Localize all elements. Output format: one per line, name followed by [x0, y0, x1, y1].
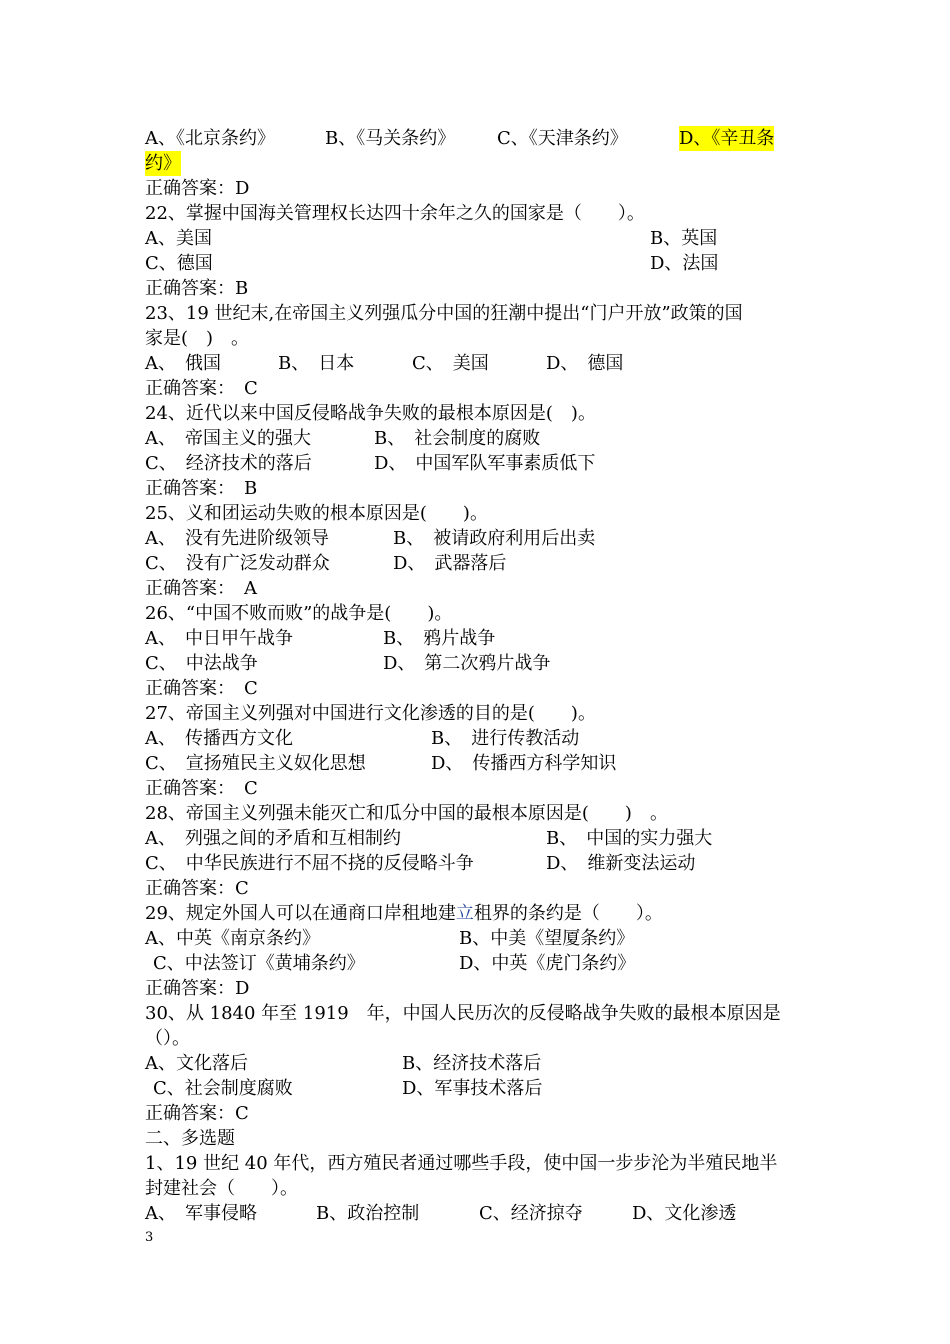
- q28-answer: 正确答案：C: [145, 878, 249, 899]
- q27-option-b: B、 进行传教活动: [431, 728, 580, 749]
- q22-option-c: C、德国: [145, 253, 213, 274]
- q22-option-a: A、美国: [145, 228, 212, 249]
- q24-option-d: D、 中国军队军事素质低下: [374, 453, 596, 474]
- q24-option-c: C、 经济技术的落后: [145, 453, 312, 474]
- q26-answer: 正确答案： C: [145, 678, 258, 699]
- page-number: 3: [145, 1230, 154, 1245]
- q25-stem: 25、义和团运动失败的根本原因是( )。: [145, 503, 488, 524]
- q24-option-b: B、 社会制度的腐败: [374, 428, 541, 449]
- q29-option-a: A、中英《南京条约》: [145, 928, 320, 949]
- q29-option-c: C、中法签订《黄埔条约》: [153, 953, 365, 974]
- q29-stem: [145, 901, 663, 926]
- q30-stem: 30、从 1840 年至 1919 年，中国人民历次的反侵略战争失败的最根本原因是: [145, 1003, 781, 1024]
- q26-option-c: C、 中法战争: [145, 653, 258, 674]
- q23-stem: 23、19 世纪末,在帝国主义列强瓜分中国的狂潮中提出“门户开放”政策的国: [145, 303, 743, 324]
- q27-option-d: D、 传播西方科学知识: [431, 753, 617, 774]
- q22-option-d: D、法国: [650, 253, 719, 274]
- m1-option-c: C、经济掠夺: [479, 1203, 583, 1224]
- q28-option-c: C、 中华民族进行不屈不挠的反侵略斗争: [145, 853, 474, 874]
- q30-option-b: B、经济技术落后: [402, 1053, 542, 1074]
- q26-option-d: D、 第二次鸦片战争: [383, 653, 551, 674]
- q29-stem-post: 租界的条约是（ ）。: [473, 903, 663, 924]
- q30-option-d: D、军事技术落后: [402, 1078, 543, 1099]
- q25-answer: 正确答案： A: [145, 578, 257, 599]
- q23-option-c: C、 美国: [412, 353, 489, 374]
- q23-answer: 正确答案： C: [145, 378, 258, 399]
- q26-option-b: B、 鸦片战争: [383, 628, 496, 649]
- q30-option-c: C、社会制度腐败: [153, 1078, 293, 1099]
- q28-stem: 28、帝国主义列强未能灭亡和瓜分中国的最根本原因是( ) 。: [145, 803, 668, 824]
- q29-stem-link-char: 立: [455, 903, 474, 924]
- q26-stem: 26、“中国不败而败”的战争是( )。: [145, 603, 453, 624]
- q29-option-b: B、中美《望厦条约》: [459, 928, 635, 949]
- q25-option-a: A、 没有先进阶级领导: [145, 528, 329, 549]
- q25-option-b: B、 被请政府利用后出卖: [393, 528, 596, 549]
- q28-option-b: B、 中国的实力强大: [546, 828, 713, 849]
- m1-option-b: B、政治控制: [316, 1203, 420, 1224]
- q23-stem-cont: 家是( ) 。: [145, 328, 250, 349]
- q27-option-c: C、 宣扬殖民主义奴化思想: [145, 753, 366, 774]
- m1-stem: 1、19 世纪 40 年代，西方殖民者通过哪些手段，使中国一步步沦为半殖民地半: [145, 1153, 778, 1174]
- q29-option-d: D、中英《虎门条约》: [459, 953, 636, 974]
- q22-option-b: B、英国: [650, 228, 718, 249]
- q25-option-d: D、 武器落后: [393, 553, 507, 574]
- q25-option-c: C、 没有广泛发动群众: [145, 553, 330, 574]
- q29-answer: 正确答案：D: [145, 978, 250, 999]
- q24-answer: 正确答案： B: [145, 478, 258, 499]
- q22-answer: 正确答案：B: [145, 278, 249, 299]
- q23-option-a: A、 俄国: [145, 353, 221, 374]
- q21-option-d-highlight: D、《辛丑条: [679, 128, 775, 149]
- q27-stem: 27、帝国主义列强对中国进行文化渗透的目的是( )。: [145, 703, 596, 724]
- q23-option-b: B、 日本: [278, 353, 355, 374]
- q30-answer: 正确答案：C: [145, 1103, 249, 1124]
- q30-option-a: A、文化落后: [145, 1053, 248, 1074]
- q21-option-b: B、《马关条约》: [325, 128, 456, 149]
- m1-stem-cont: 封建社会（ ）。: [145, 1178, 298, 1199]
- m1-option-d: D、文化渗透: [632, 1203, 737, 1224]
- q30-stem-cont: （）。: [145, 1028, 190, 1049]
- q28-option-d: D、 维新变法运动: [546, 853, 696, 874]
- m1-option-a: A、 军事侵略: [145, 1203, 257, 1224]
- q22-stem: 22、掌握中国海关管理权长达四十余年之久的国家是（ ）。: [145, 203, 645, 224]
- q24-option-a: A、 帝国主义的强大: [145, 428, 311, 449]
- q21-answer: 正确答案：D: [145, 178, 250, 199]
- q27-option-a: A、 传播西方文化: [145, 728, 293, 749]
- q21-option-d-highlight-cont: 约》: [145, 153, 181, 174]
- q21-option-c: C、《天津条约》: [497, 128, 628, 149]
- q24-stem: 24、近代以来中国反侵略战争失败的最根本原因是( )。: [145, 403, 596, 424]
- q21-option-a: A、《北京条约》: [145, 128, 275, 149]
- q28-option-a: A、 列强之间的矛盾和互相制约: [145, 828, 401, 849]
- q23-option-d: D、 德国: [546, 353, 624, 374]
- q26-option-a: A、 中日甲午战争: [145, 628, 293, 649]
- q29-stem-pre: 29、规定外国人可以在通商口岸租地建: [145, 903, 456, 924]
- section-title-multiple-choice: 二、多选题: [145, 1128, 235, 1149]
- q27-answer: 正确答案： C: [145, 778, 258, 799]
